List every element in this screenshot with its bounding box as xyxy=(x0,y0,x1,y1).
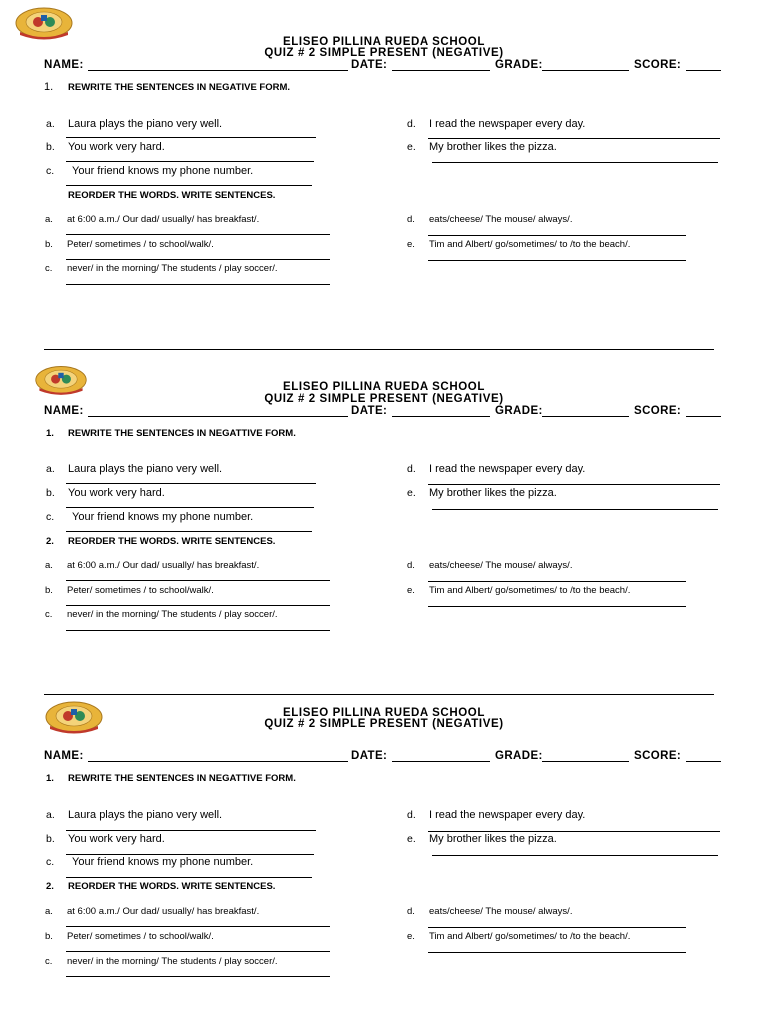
answer-line[interactable] xyxy=(66,161,314,162)
date-label: DATE: xyxy=(351,59,388,71)
date-label: DATE: xyxy=(351,405,388,417)
answer-line[interactable] xyxy=(66,137,316,138)
quiz-block-3: ELISEO PILLINA RUEDA SCHOOL QUIZ # 2 SIMPLE PRESENT (NEGATIVE) NAME: DATE: GRADE: SCORE: 1. REWRITE THE SENTENCES IN NEGATTIVE FORM. a. Laura plays the piano very well. b. You work very hard. c. Your friend knows my phone number. d. I read the newspaper every day. e. My brother likes the pizza. 2. REORDER THE WORDS. WRITE SENTENCES. a. at 6:00 a.m./ Our dad/ usually/ has breakfast/. b. Peter/ sometimes / to school/walk/. c. never/ in the morning/ The students / play soccer/. d. eats/cheese/ The mouse/ always/. e. Tim and Albert/ go/sometimes/ to /to the beach/. xyxy=(0,680,768,1025)
answer-line[interactable] xyxy=(66,605,330,606)
name-field[interactable] xyxy=(88,761,348,762)
answer-line[interactable] xyxy=(66,259,330,260)
name-label: NAME: xyxy=(44,405,84,417)
score-label: SCORE: xyxy=(634,750,682,762)
grade-field[interactable] xyxy=(542,761,629,762)
name-field[interactable] xyxy=(88,70,348,71)
answer-line[interactable] xyxy=(66,507,314,508)
answer-line[interactable] xyxy=(66,976,330,977)
answer-line[interactable] xyxy=(66,580,330,581)
name-field[interactable] xyxy=(88,416,348,417)
student-info-row xyxy=(44,59,724,73)
student-info-row xyxy=(44,750,724,764)
school-name: ELISEO PILLINA RUEDA SCHOOL xyxy=(283,707,485,719)
name-label: NAME: xyxy=(44,59,84,71)
answer-line[interactable] xyxy=(66,951,330,952)
answer-line[interactable] xyxy=(66,926,330,927)
quiz-block-2: ELISEO PILLINA RUEDA SCHOOL QUIZ # 2 SIMPLE PRESENT (NEGATIVE) NAME: DATE: GRADE: SCORE: 1. REWRITE THE SENTENCES IN NEGATTIVE FORM. a. Laura plays the piano very well. b. You work very hard. c. Your friend knows my phone number. d. I read the newspaper every day. e. My brother likes the pizza. 2. REORDER THE WORDS. WRITE SENTENCES. a. at 6:00 a.m./ Our dad/ usually/ has breakfast/. b. Peter/ sometimes / to school/walk/. c. never/ in the morning/ The students / play soccer/. d. eats/cheese/ The mouse/ always/. e. Tim and Albert/ go/sometimes/ to /to the beach/. xyxy=(0,346,768,691)
score-field[interactable] xyxy=(686,416,721,417)
date-label: DATE: xyxy=(351,750,388,762)
grade-label: GRADE: xyxy=(495,59,543,71)
answer-line[interactable] xyxy=(432,855,718,856)
answer-line[interactable] xyxy=(428,952,686,953)
score-field[interactable] xyxy=(686,70,721,71)
school-crest-icon xyxy=(14,6,74,40)
answer-line[interactable] xyxy=(66,185,312,186)
score-label: SCORE: xyxy=(634,59,682,71)
date-field[interactable] xyxy=(392,70,490,71)
answer-line[interactable] xyxy=(66,630,330,631)
answer-line[interactable] xyxy=(428,581,686,582)
score-field[interactable] xyxy=(686,761,721,762)
quiz-title: QUIZ # 2 SIMPLE PRESENT (NEGATIVE) xyxy=(264,47,504,59)
answer-line[interactable] xyxy=(428,484,720,485)
grade-field[interactable] xyxy=(542,416,629,417)
student-info-row xyxy=(44,405,724,419)
answer-line[interactable] xyxy=(428,831,720,832)
score-label: SCORE: xyxy=(634,405,682,417)
quiz-title: QUIZ # 2 SIMPLE PRESENT (NEGATIVE) xyxy=(264,393,504,405)
answer-line[interactable] xyxy=(432,509,718,510)
date-field[interactable] xyxy=(392,761,490,762)
answer-line[interactable] xyxy=(66,531,312,532)
answer-line[interactable] xyxy=(66,234,330,235)
answer-line[interactable] xyxy=(428,606,686,607)
answer-line[interactable] xyxy=(66,284,330,285)
answer-line[interactable] xyxy=(432,162,718,163)
answer-line[interactable] xyxy=(66,830,316,831)
grade-label: GRADE: xyxy=(495,405,543,417)
answer-line[interactable] xyxy=(428,927,686,928)
answer-line[interactable] xyxy=(428,138,720,139)
date-field[interactable] xyxy=(392,416,490,417)
grade-field[interactable] xyxy=(542,70,629,71)
school-name: ELISEO PILLINA RUEDA SCHOOL xyxy=(283,36,485,48)
answer-line[interactable] xyxy=(66,877,312,878)
school-name: ELISEO PILLINA RUEDA SCHOOL xyxy=(283,381,485,393)
quiz-title: QUIZ # 2 SIMPLE PRESENT (NEGATIVE) xyxy=(264,718,504,730)
answer-line[interactable] xyxy=(428,235,686,236)
name-label: NAME: xyxy=(44,750,84,762)
answer-line[interactable] xyxy=(428,260,686,261)
answer-line[interactable] xyxy=(66,483,316,484)
answer-line[interactable] xyxy=(66,854,314,855)
quiz-block-1: ELISEO PILLINA RUEDA SCHOOL QUIZ # 2 SIMPLE PRESENT (NEGATIVE) NAME: DATE: GRADE: SCORE: 1. REWRITE THE SENTENCES IN NEGATIVE FORM. a. Laura plays the piano very well. b. You work very hard. c. Your friend knows my phone number. d. I read the newspaper every day. e. My brother likes the pizza. REORDER THE WORDS. WRITE SENTENCES. a. at 6:00 a.m./ Our dad/ usually/ has breakfast/. b. Peter/ sometimes / to school/walk/. c. never/ in the morning/ The students / play soccer/. d. eats/cheese/ The mouse/ always/. e. Tim and Albert/ go/sometimes/ to /to the beach/. xyxy=(0,0,768,345)
grade-label: GRADE: xyxy=(495,750,543,762)
